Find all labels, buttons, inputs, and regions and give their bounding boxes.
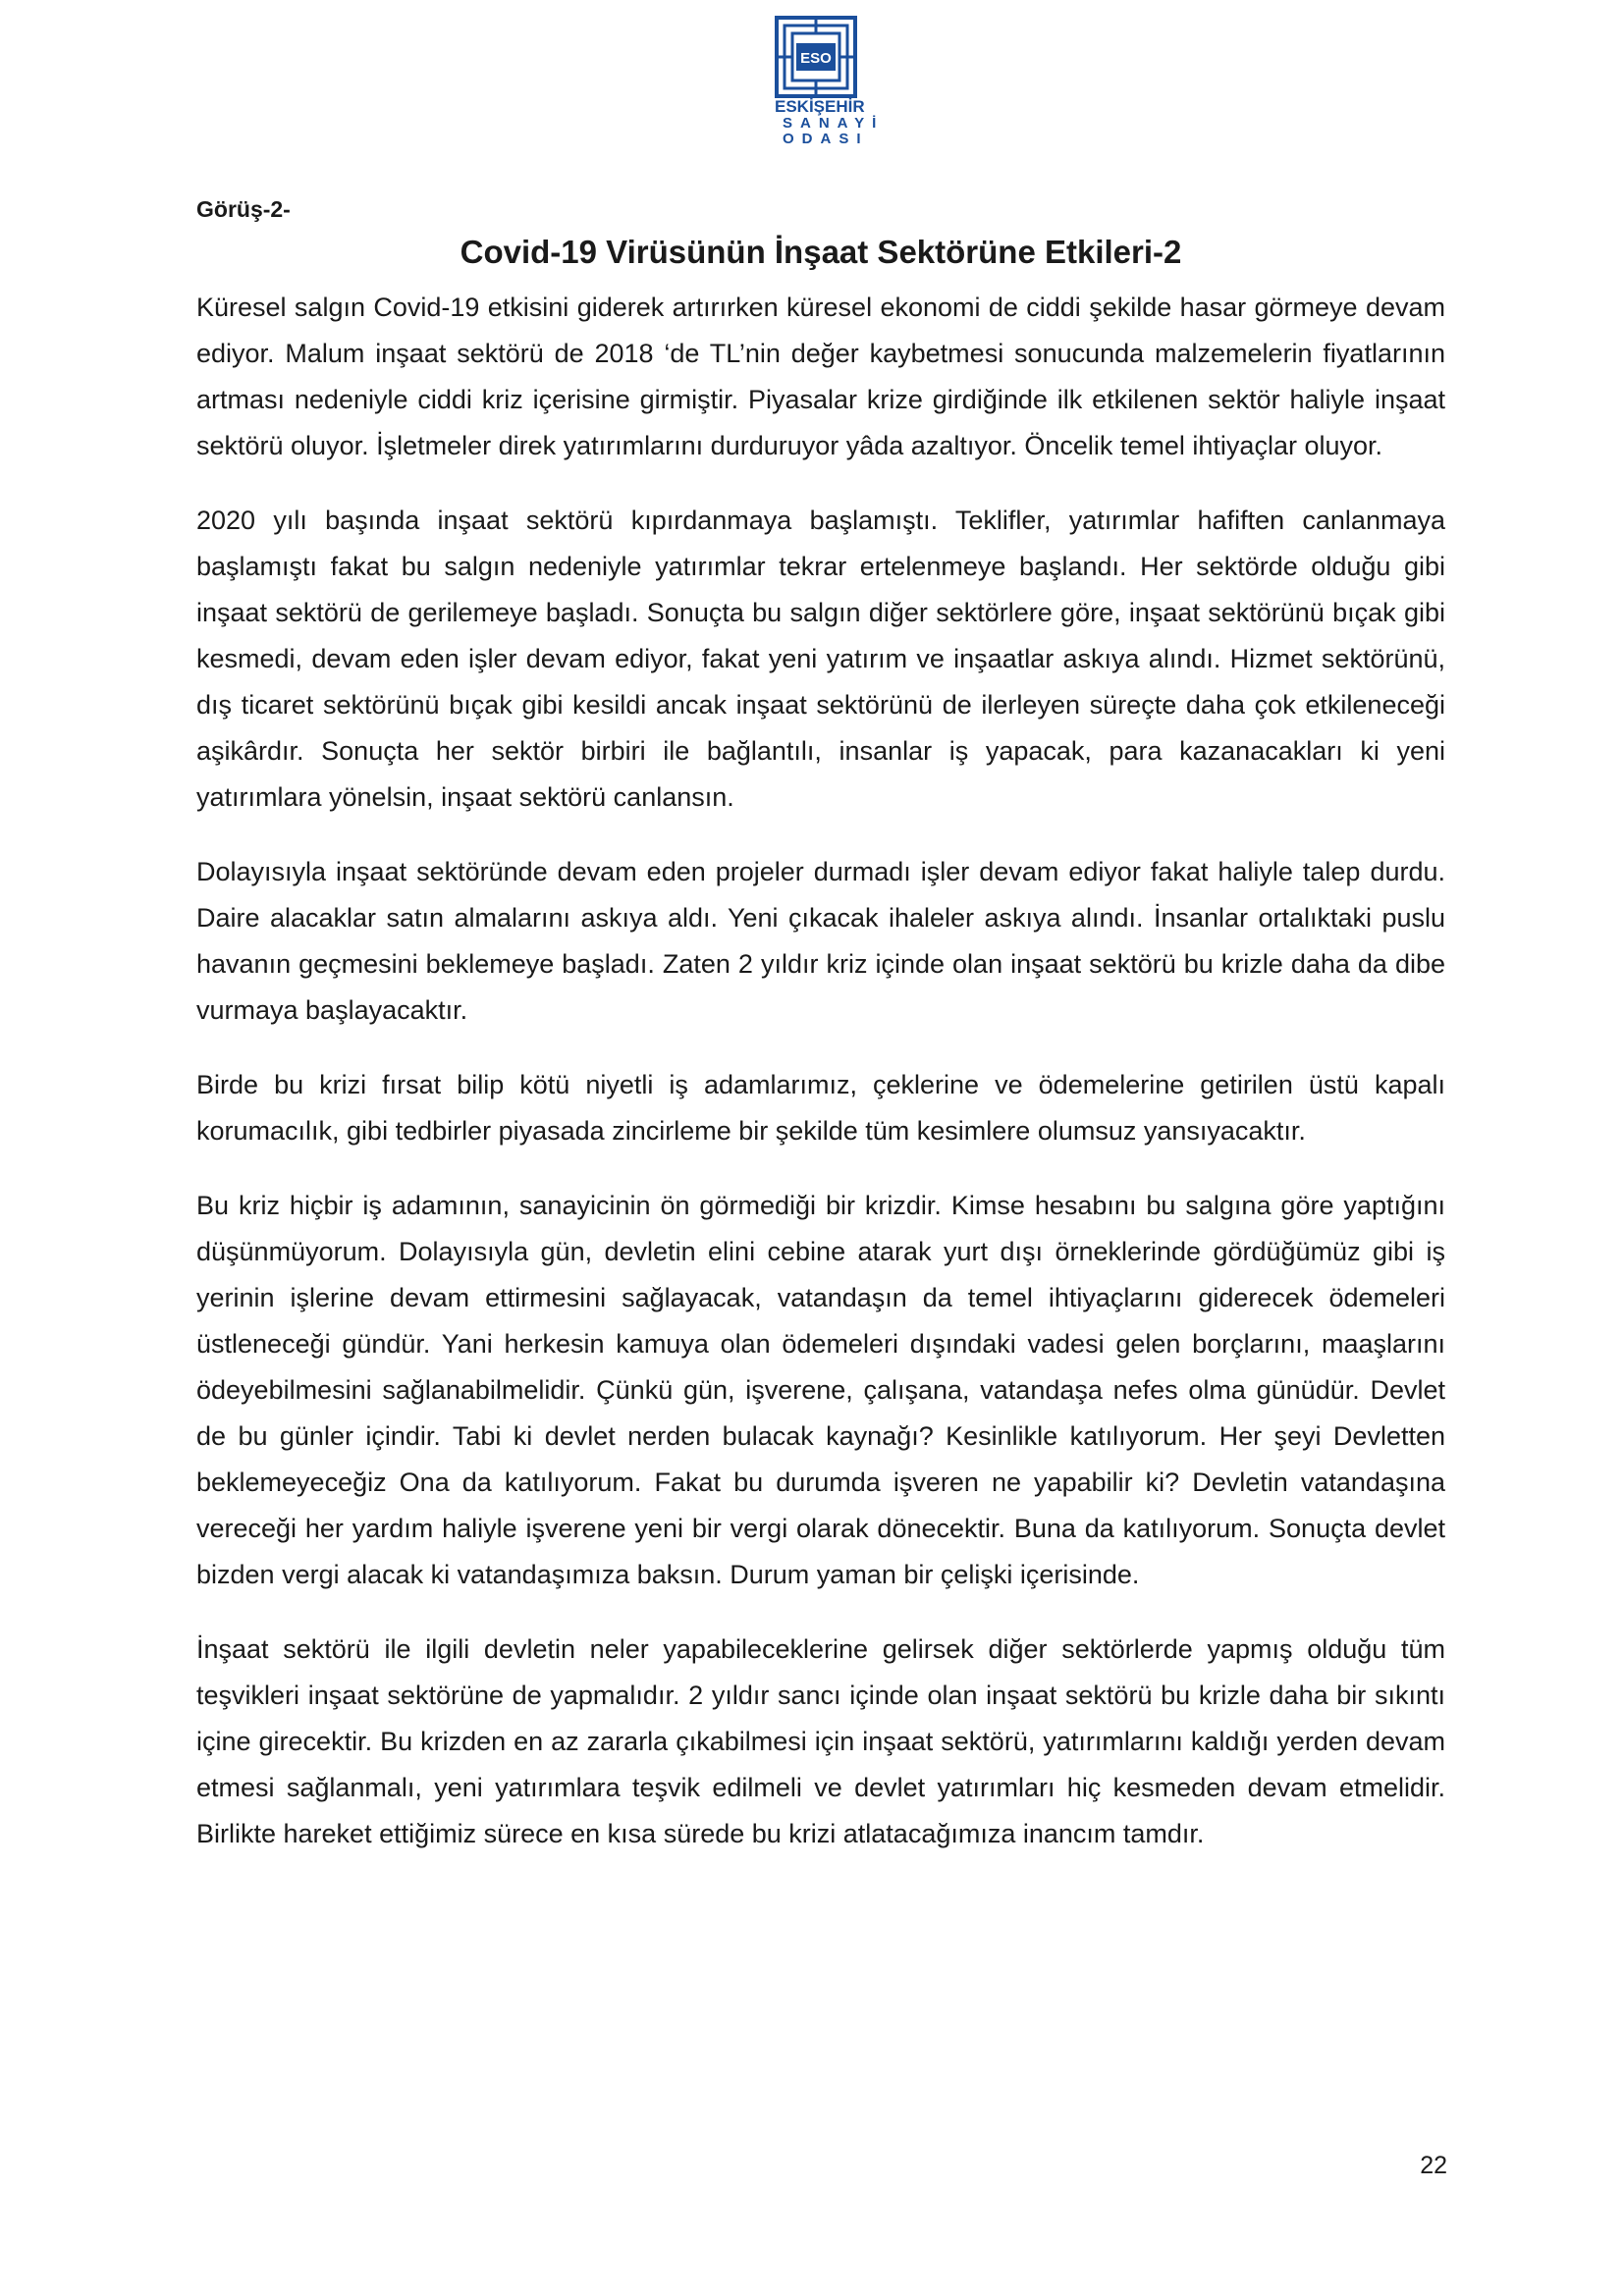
paragraph: Birde bu krizi fırsat bilip kötü niyetli iş adamlarımız, çeklerine ve ödemelerine getirilen üstü kapalı korumacılık, gibi tedbirler piyasada zincirleme bir şekilde tüm kesimlere olumsuz yansıyacaktır. [196,1070,1445,1146]
page-number: 22 [1420,2152,1447,2179]
logo-line-1: ESKİŞEHİR [775,97,865,116]
paragraph: İnşaat sektörü ile ilgili devletin neler yapabileceklerine gelirsek diğer sektörlerde yapmış olduğu tüm teşvikleri inşaat sektörüne de yapmalıdır. 2 yıldır sancı içinde olan inşaat sektörü bu krizle daha bir sıkıntı içine girecektir. Bu krizden en az zararla çıkabilmesi için inşaat sektörü, yatırımlarını kaldığı yerden devam etmesi sağlanmalı, yeni yatırımlara teşvik edilmeli ve devlet yatırımları hiç kesmeden devam etmelidir. Birlikte hareket ettiğimiz sürece en kısa sürede bu krizi atlatacağımıza inancım tamdır. [196,1634,1445,1848]
eso-logo-mark-icon [775,16,857,98]
document-label: Görüş-2- [196,196,291,222]
document-body [196,285,1445,1886]
paragraph: 2020 yılı başında inşaat sektörü kıpırdanmaya başlamıştı. Teklifler, yatırımlar hafiften canlanmaya başlamıştı fakat bu salgın nedeniyle yatırımlar tekrar ertelenmeye başlandı. Her sektörde olduğu gibi inşaat sektörü de gerilemeye başladı. Sonuçta bu salgın diğer sektörlere göre, inşaat sektörünü bıçak gibi kesmedi, devam eden işler devam ediyor, fakat yeni yatırım ve inşaatlar askıya alındı. Hizmet sektörünü, dış ticaret sektörünü bıçak gibi kesildi ancak inşaat sektörünü de ilerleyen süreçte daha çok etkileneceği aşikârdır. Sonuçta her sektör birbiri ile bağlantılı, insanlar iş yapacak, para kazanacakları ki yeni yatırımlara yönelsin, inşaat sektörü canlansın. [196,506,1445,812]
paragraph: Dolayısıyla inşaat sektöründe devam eden projeler durmadı işler devam ediyor fakat haliyle talep durdu. Daire alacaklar satın almalarını askıya aldı. Yeni çıkacak ihaleler askıya alındı. İnsanlar ortalıktaki puslu havanın geçmesini beklemeye başladı. Zaten 2 yıldır kriz içinde olan inşaat sektörü bu krizle daha da dibe vurmaya başlayacaktır. [196,857,1445,1025]
logo-line-2: SANAYİ [783,114,885,132]
paragraph: Bu kriz hiçbir iş adamının, sanayicinin ön görmediği bir krizdir. Kimse hesabını bu salgına göre yaptığını düşünmüyorum. Dolayısıyla gün, devletin elini cebine atarak yurt dışı örneklerinde gördüğümüz gibi iş yerinin işlerine devam ettirmesini sağlayacak, vatandaşın da temel ihtiyaçlarını giderecek ödemeleri üstleneceği gündür. Yani herkesin kamuya olan ödemeleri dışındaki vadesi gelen borçlarını, maaşlarını ödeyebilmesini sağlanabilmelidir. Çünkü gün, işverene, çalışana, vatandaşa nefes olma günüdür. Devlet de bu günler içindir. Tabi ki devlet nerden bulacak kaynağı? Kesinlikle katılıyorum. Her şeyi Devletten beklemeyeceğiz Ona da katılıyorum. Fakat bu durumda işveren ne yapabilir ki? Devletin vatandaşına vereceği her yardım haliyle işverene yeni bir vergi olarak dönecektir. Buna da katılıyorum. Sonuçta devlet bizden vergi alacak ki vatandaşımıza baksın. Durum yaman bir çelişki içerisinde. [196,1191,1445,1589]
logo-line-3: ODASI [783,130,869,147]
eso-logo [775,16,885,163]
logo-wordmark [775,97,885,147]
logo-mark-text: ESO [800,50,832,67]
document-title: Covid-19 Virüsünün İnşaat Sektörüne Etkileri-2 [460,234,1182,270]
paragraph: Küresel salgın Covid-19 etkisini giderek artırırken küresel ekonomi de ciddi şekilde hasar görmeye devam ediyor. Malum inşaat sektörü de 2018 ‘de TL’nin değer kaybetmesi sonucunda malzemelerin fiyatlarının artması nedeniyle ciddi kriz içerisine girmiştir. Piyasalar krize girdiğinde ilk etkilenen sektör haliyle inşaat sektörü oluyor. İşletmeler direk yatırımlarını durduruyor yâda azaltıyor. Öncelik temel ihtiyaçlar oluyor. [196,293,1445,460]
